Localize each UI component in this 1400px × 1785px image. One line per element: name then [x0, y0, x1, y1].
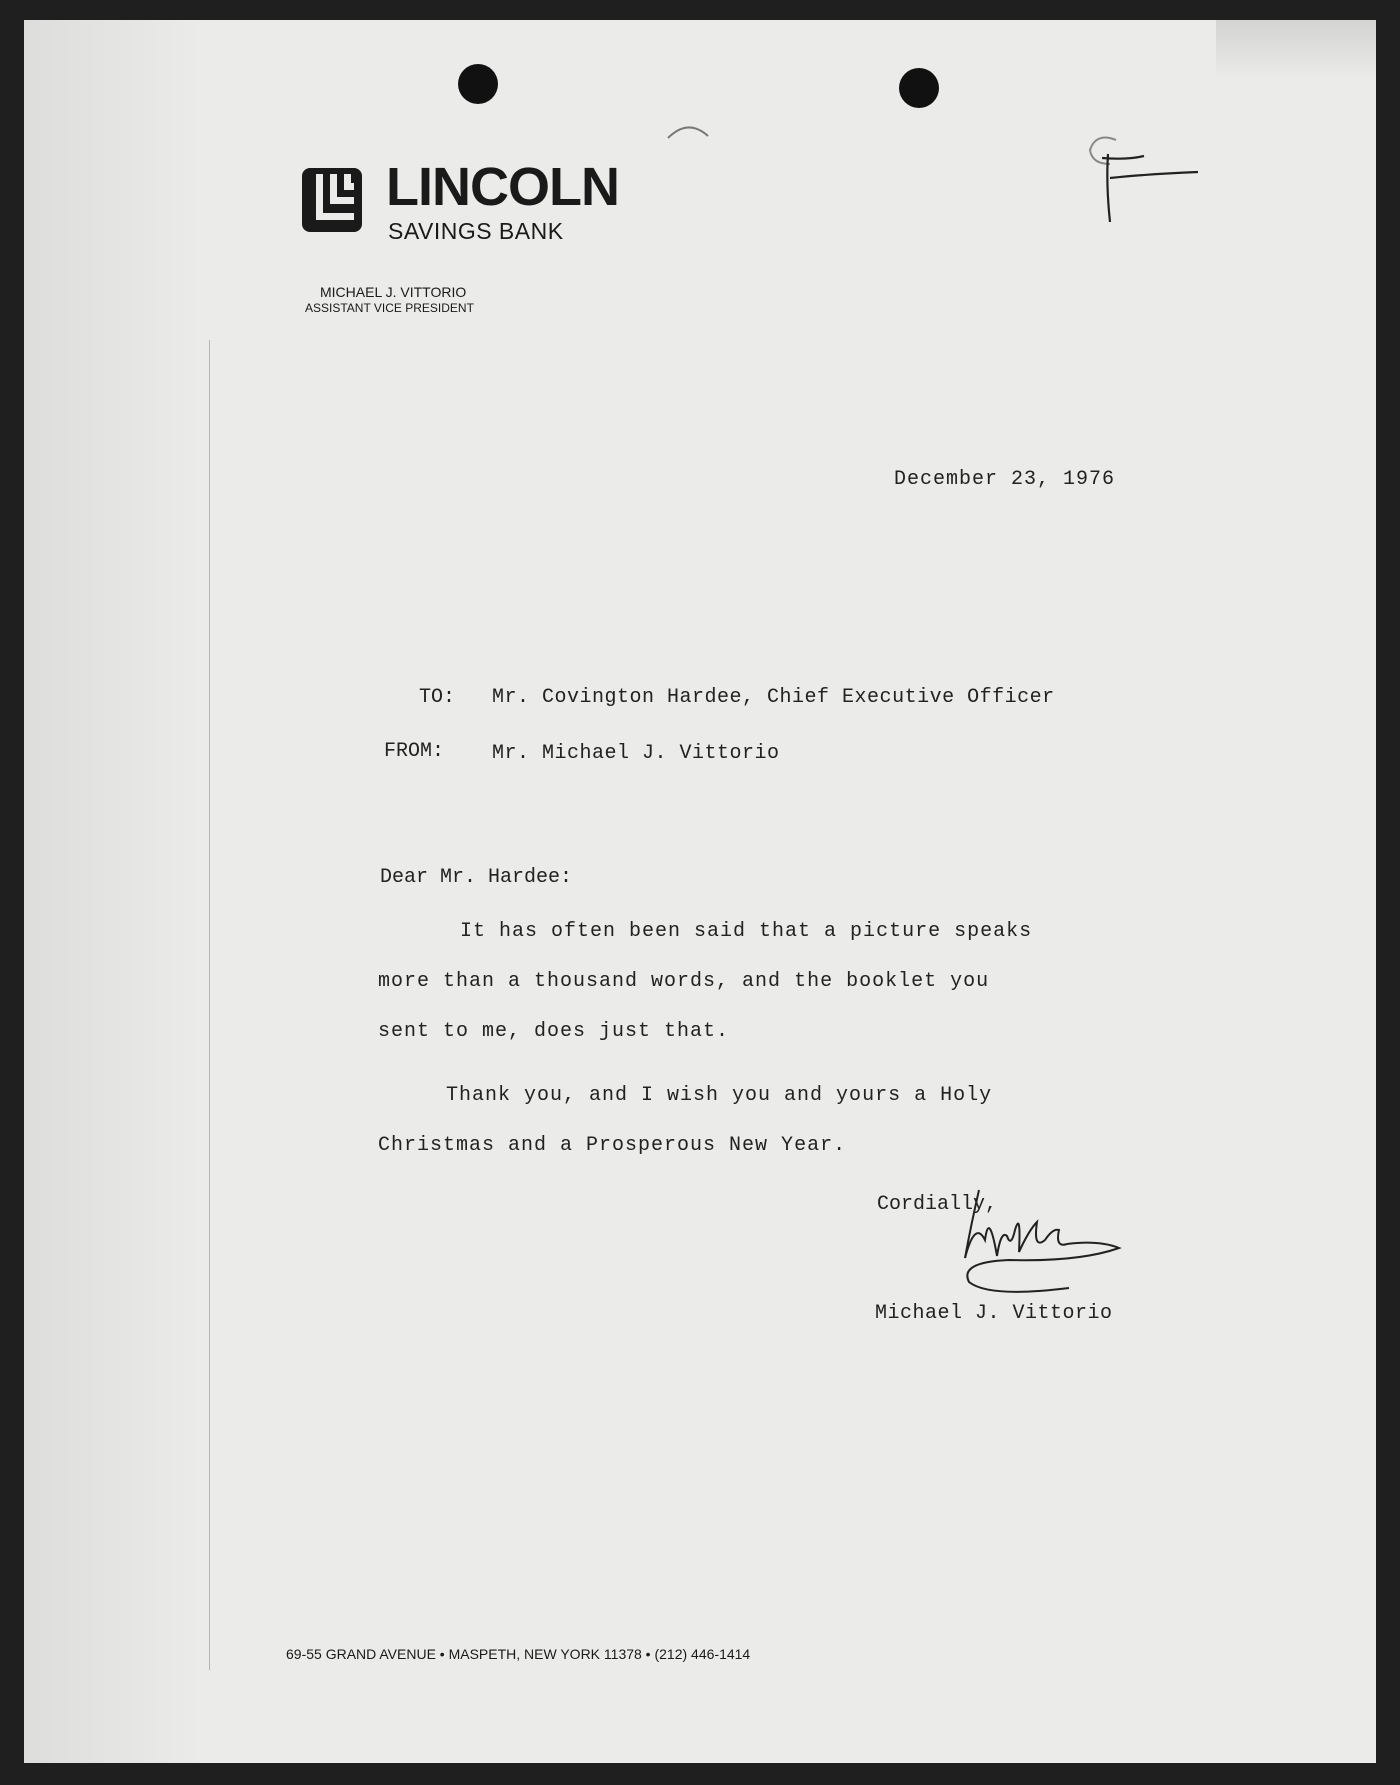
- handwritten-f-mark: [1088, 144, 1208, 224]
- body-line: more than a thousand words, and the booklet you: [378, 970, 990, 993]
- closing: Cordially,: [877, 1193, 998, 1216]
- from-label: FROM:: [384, 740, 445, 763]
- salutation: Dear Mr. Hardee:: [380, 866, 573, 889]
- handwritten-f-text: F: [1088, 144, 1089, 145]
- lincoln-logo-icon: [300, 162, 372, 234]
- punch-hole-left: [458, 64, 498, 104]
- bank-address-footer: 69-55 GRAND AVENUE • MASPETH, NEW YORK 11378 • (212) 446-1414: [286, 1646, 751, 1662]
- signature-text: Mike: [949, 1170, 952, 1171]
- punch-hole-right: [899, 68, 939, 108]
- bank-name: LINCOLN: [386, 157, 619, 217]
- letter-page: [24, 20, 1376, 1763]
- scan-edge-line: [209, 340, 210, 1670]
- letter-date: December 23, 1976: [894, 468, 1116, 491]
- officer-name: MICHAEL J. VITTORIO: [320, 284, 467, 300]
- body-line: Thank you, and I wish you and yours a Holy: [446, 1084, 993, 1107]
- scan-top-shadow: [1216, 20, 1376, 80]
- pencil-arc-mark: [664, 116, 714, 146]
- body-line: sent to me, does just that.: [378, 1020, 730, 1043]
- signature-image: [949, 1170, 1169, 1300]
- body-line: Christmas and a Prosperous New Year.: [378, 1134, 847, 1157]
- to-value: Mr. Covington Hardee, Chief Executive Officer: [492, 686, 1055, 709]
- body-line: It has often been said that a picture speaks: [460, 920, 1033, 943]
- to-label: TO:: [419, 686, 456, 709]
- officer-title: ASSISTANT VICE PRESIDENT: [305, 301, 474, 315]
- signer-name: Michael J. Vittorio: [875, 1302, 1113, 1325]
- scan-edge-shadow: [24, 20, 204, 1763]
- bank-subname: SAVINGS BANK: [388, 218, 564, 244]
- from-value: Mr. Michael J. Vittorio: [492, 742, 780, 765]
